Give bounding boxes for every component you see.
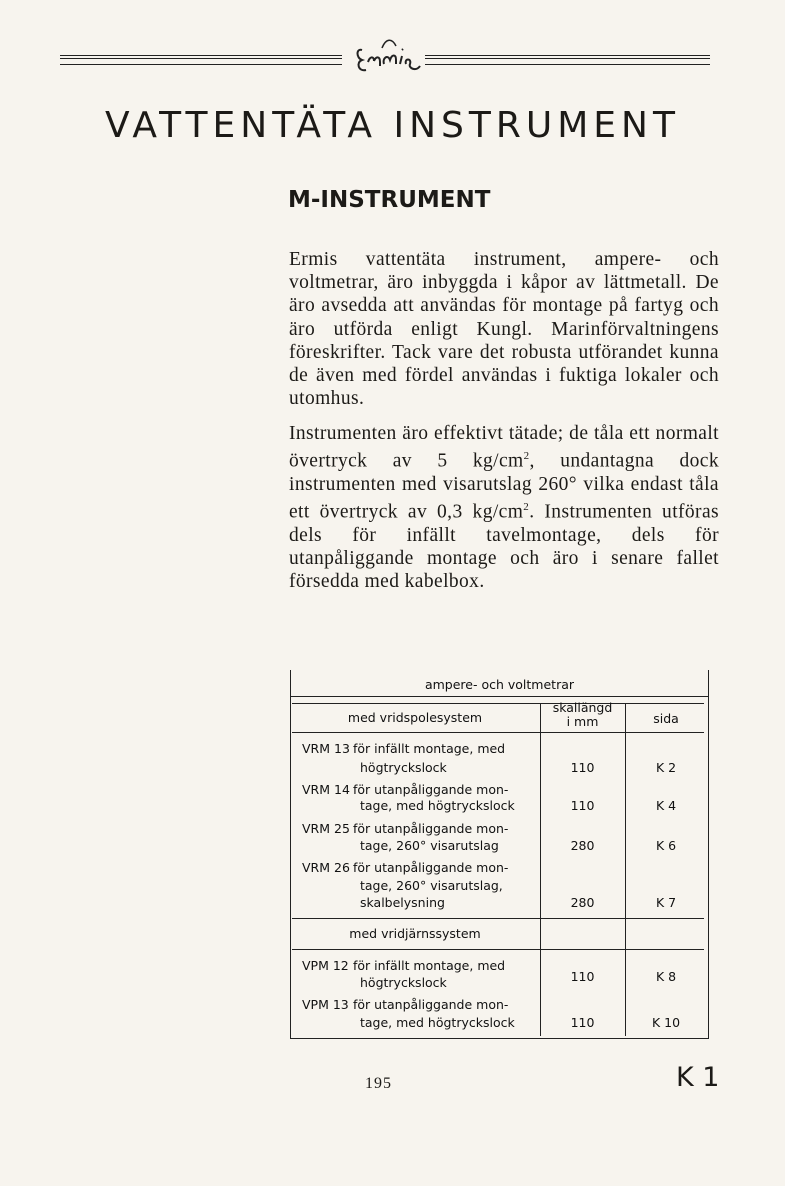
header-rule-left <box>60 55 342 59</box>
ermis-logo <box>352 28 420 78</box>
table-caption: ampere- och voltmetrar <box>424 677 575 692</box>
col-header-length: skallängd i mm <box>552 700 613 729</box>
col-header-page: sida <box>653 711 679 726</box>
header-rule-left-thin <box>60 64 342 65</box>
paragraph-intro: Ermis vattentäta instrument, ampere- och voltmetrar, äro inbyggda i kåpor av lättmetall. De äro avsedda att användas för montage på fartyg och äro utförda enligt Kungl. Marinförvaltningens föreskrifter. Tack vare det robusta utförandet kunna de även med fördel användas i fuktiga lokaler och utomhus. <box>289 249 719 410</box>
paragraph-pressure: Instrumenten äro effektivt tätade; de tåla ett normalt övertryck av 5 $kg/cm^2$, undantagna dock instrumenten med visarutslag 260° vilka endast tåla ett övertryck av 0,3 $kg/cm^2$. Instrumenten utföras dels för infällt tavelmontage, dels för utanpåliggande montage och äro i senare fallet försedda med kabelbox. <box>289 423 719 593</box>
section-subtitle: M-INSTRUMENT <box>288 187 491 213</box>
section-code: K 1 <box>676 1062 720 1093</box>
section-iron-vane: med vridjärnssystem <box>349 926 481 941</box>
header-rule-right-thin <box>425 64 710 65</box>
col-header-system: med vridspolesystem <box>347 710 483 725</box>
page-title: VATTENTÄTA INSTRUMENT <box>105 105 680 146</box>
page-number: 195 <box>365 1075 392 1092</box>
header-rule-right <box>425 55 710 59</box>
instrument-table: ampere- och voltmetrar med vridspolesystem skallängd i mm sida med vridjärnssystem VRM 13 för infällt montage, med högtryckslock 110 K 2 VRM 14 för utanpåliggande mon- tage, med högtryckslock 110 K 4 VRM 25 för utanpåliggande mon- tage, 260° visarutslag 280 K 6 VRM 26 för utanpåliggande mon- tage, 260° visarutslag, skalbelysning 280 K 7 VPM 12 för infällt montage, med högtryckslock 110 K 8 VPM 13 för utanpåliggande mon- tage, med högtryckslock 110 K 10 <box>290 670 710 1040</box>
